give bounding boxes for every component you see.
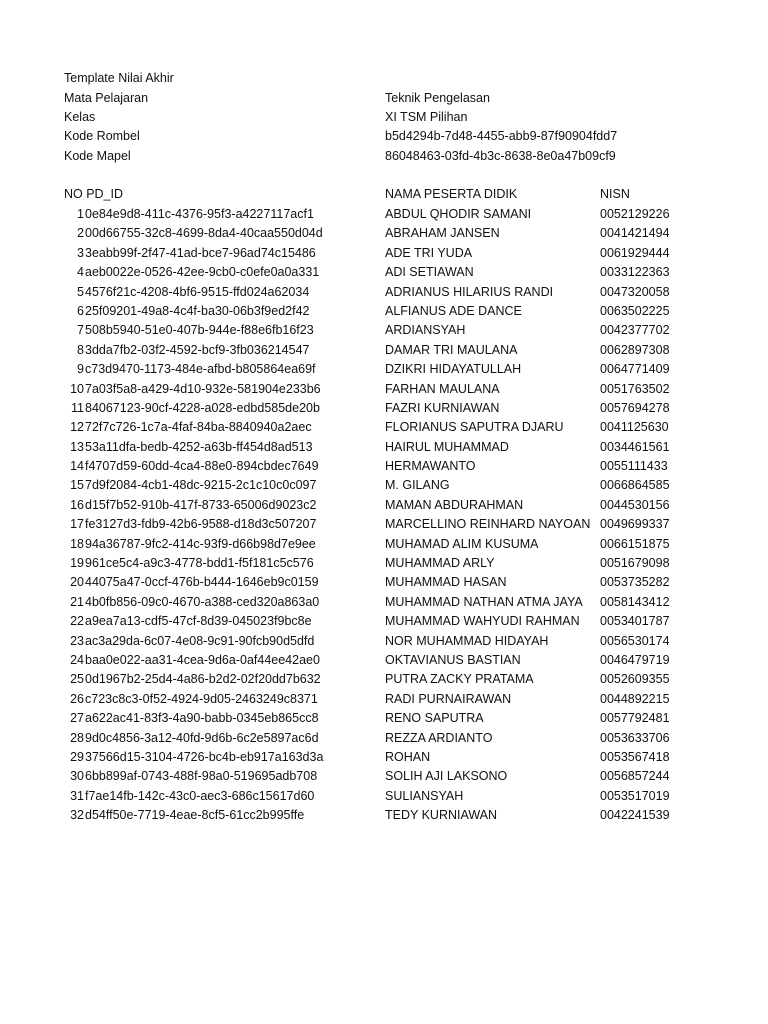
pd-id-cell: 0d1967b2-25d4-4a86-b2d2-02f20dd7b632 [85,672,321,687]
row-number: 5 [77,284,84,299]
kode-mapel-label: Kode Mapel [64,149,131,163]
pd-id-cell: baa0e022-aa31-4cea-9d6a-0af44ee42ae0 [85,652,320,667]
student-name-cell: TEDY KURNIAWAN [385,808,498,823]
pd-id-cell: 6bb899af-0743-488f-98a0-519695adb708 [85,769,318,784]
kode-rombel-label: Kode Rombel [64,129,140,143]
pd-id-cell: 44075a47-0ccf-476b-b444-1646eb9c0159 [85,575,319,590]
nisn-cell: 0055111433 [600,459,668,474]
nisn-cell: 0046479719 [600,652,670,667]
student-name-cell: ABRAHAM JANSEN [385,226,500,241]
row-number: 31 [70,788,84,803]
pd-id-cell: 7a03f5a8-a429-4d10-932e-581904e233b6 [85,381,321,396]
nisn-cell: 0053735282 [600,575,670,590]
nisn-cell: 0062897308 [600,342,670,357]
table-row [0,729,768,748]
pd-id-cell: 3dda7fb2-03f2-4592-bcf9-3fb036214547 [85,342,310,357]
student-name-cell: RENO SAPUTRA [385,711,484,726]
student-name-cell: PUTRA ZACKY PRATAMA [385,672,534,687]
nisn-cell: 0058143412 [600,594,670,609]
nisn-cell: 0053633706 [600,730,670,745]
student-name-cell: ABDUL QHODIR SAMANI [385,207,532,221]
student-name-cell: DAMAR TRI MAULANA [385,342,518,357]
row-number: 21 [70,594,84,609]
pd-id-cell: d15f7b52-910b-417f-8733-65006d9023c2 [85,497,317,512]
pd-id-cell: 84067123-90cf-4228-a028-edbd585de20b [85,400,320,415]
student-name-cell: NOR MUHAMMAD HIDAYAH [385,633,549,648]
nisn-cell: 0063502225 [600,303,670,318]
pd-id-cell: 37566d15-3104-4726-bc4b-eb917a163d3a [85,749,324,764]
row-number: 15 [70,478,84,493]
nisn-cell: 0052129226 [600,207,670,221]
pd-id-cell: c723c8c3-0f52-4924-9d05-2463249c8371 [85,691,318,706]
student-name-cell: RADI PURNAIRAWAN [385,691,512,706]
pd-id-cell: 00d66755-32c8-4699-8da4-40caa550d04d [85,226,323,241]
table-row [0,476,768,495]
table-row [0,573,768,592]
nisn-cell: 0051763502 [600,381,670,396]
table-row [0,767,768,786]
nisn-cell: 0061929444 [600,245,670,260]
nisn-cell: 0033122363 [600,265,670,280]
pd-id-cell: aeb0022e-0526-42ee-9cb0-c0efe0a0a331 [85,265,320,280]
row-number: 30 [70,769,84,784]
row-number: 29 [70,749,84,764]
nisn-cell: 0057694278 [600,400,670,415]
pd-id-cell: a622ac41-83f3-4a90-babb-0345eb865cc8 [85,711,319,726]
nisn-cell: 0053517019 [600,788,670,803]
row-number: 6 [77,303,84,318]
table-row [0,205,768,224]
kode-mapel-value: 86048463-03fd-4b3c-8638-8e0a47b09cf9 [385,149,616,163]
row-number: 24 [70,652,84,667]
column-header-no-pd-id: NO PD_ID [64,187,124,201]
student-name-cell: FARHAN MAULANA [385,381,500,396]
pd-id-cell: 25f09201-49a8-4c4f-ba30-06b3f9ed2f42 [85,303,310,318]
student-name-cell: MARCELLINO REINHARD NAYOAN [385,517,591,532]
row-number: 28 [70,730,84,745]
student-name-cell: MUHAMAD ALIM KUSUMA [385,536,539,551]
table-row [0,360,768,379]
pd-id-cell: d54ff50e-7719-4eae-8cf5-61cc2b995ffe [85,808,305,823]
table-row [0,748,768,767]
nisn-cell: 0064771409 [600,362,670,377]
nisn-cell: 0042241539 [600,808,670,823]
table-row [0,321,768,340]
table-row [0,651,768,670]
pd-id-cell: 53a11dfa-bedb-4252-a63b-ff454d8ad513 [85,439,313,454]
nisn-cell: 0066864585 [600,478,670,493]
student-name-cell: SULIANSYAH [385,788,464,803]
row-number: 32 [70,808,84,823]
nisn-cell: 0053567418 [600,749,670,764]
row-number: 13 [70,439,84,454]
document-title: Template Nilai Akhir [64,71,174,85]
table-row [0,787,768,806]
pd-id-cell: f4707d59-60dd-4ca4-88e0-894cbdec7649 [85,459,319,474]
row-number: 17 [70,517,84,532]
pd-id-cell: 3eabb99f-2f47-41ad-bce7-96ad74c15486 [85,245,316,260]
row-number: 22 [70,614,84,629]
student-name-cell: HERMAWANTO [385,459,476,474]
nisn-cell: 0049699337 [600,517,670,532]
student-name-cell: M. GILANG [385,478,450,493]
pd-id-cell: 961ce5c4-a9c3-4778-bdd1-f5f181c5c576 [85,556,314,571]
nisn-cell: 0047320058 [600,284,670,299]
table-row [0,438,768,457]
student-name-cell: HAIRUL MUHAMMAD [385,439,509,454]
nisn-cell: 0066151875 [600,536,670,551]
row-number: 1 [77,207,84,221]
table-row [0,554,768,573]
student-name-cell: ARDIANSYAH [385,323,466,338]
row-number: 8 [77,342,84,357]
table-row [0,283,768,302]
row-number: 14 [70,459,84,474]
kelas-label: Kelas [64,110,96,124]
table-row [0,399,768,418]
row-number: 26 [70,691,84,706]
kelas-value: XI TSM Pilihan [385,110,468,124]
table-row [0,632,768,651]
mata-pelajaran-value: Teknik Pengelasan [385,91,490,105]
student-name-cell: MUHAMMAD ARLY [385,556,495,571]
nisn-cell: 0044892215 [600,691,670,706]
pd-id-cell: c73d9470-1173-484e-afbd-b805864ea69f [85,362,316,377]
table-row [0,380,768,399]
table-row [0,806,768,825]
pd-id-cell: 94a36787-9fc2-414c-93f9-d66b98d7e9ee [85,536,316,551]
row-number: 20 [70,575,84,590]
pd-id-cell: 0e84e9d8-411c-4376-95f3-a4227117acf1 [85,207,314,221]
pd-id-cell: a9ea7a13-cdf5-47cf-8d39-045023f9bc8e [85,614,312,629]
kode-rombel-value: b5d4294b-7d48-4455-abb9-87f90904fdd7 [385,129,618,143]
row-number: 11 [71,400,84,415]
pd-id-cell: 72f7c726-1c7a-4faf-84ba-8840940a2aec [85,420,312,435]
table-row [0,418,768,437]
nisn-cell: 0041125630 [600,420,669,435]
nisn-cell: 0056857244 [600,769,670,784]
student-name-cell: SOLIH AJI LAKSONO [385,769,508,784]
student-name-cell: MUHAMMAD HASAN [385,575,507,590]
student-name-cell: REZZA ARDIANTO [385,730,493,745]
column-header-nisn: NISN [600,187,630,201]
pd-id-cell: 4576f21c-4208-4bf6-9515-ffd024a62034 [85,284,310,299]
nisn-cell: 0042377702 [600,323,670,338]
column-header-nama: NAMA PESERTA DIDIK [385,187,518,201]
table-row [0,341,768,360]
student-name-cell: FLORIANUS SAPUTRA DJARU [385,420,564,435]
table-row [0,612,768,631]
table-row [0,496,768,515]
table-row [0,670,768,689]
table-row [0,263,768,282]
student-name-cell: ADRIANUS HILARIUS RANDI [385,284,554,299]
student-name-cell: DZIKRI HIDAYATULLAH [385,362,522,377]
student-name-cell: ALFIANUS ADE DANCE [385,303,522,318]
table-row [0,224,768,243]
row-number: 2 [77,226,84,241]
student-name-cell: ROHAN [385,749,431,764]
table-row [0,302,768,321]
student-name-cell: ADE TRI YUDA [385,245,473,260]
row-number: 23 [70,633,84,648]
row-number: 16 [70,497,84,512]
student-name-cell: OKTAVIANUS BASTIAN [385,652,521,667]
nisn-cell: 0051679098 [600,556,670,571]
table-row [0,593,768,612]
pd-id-cell: 9d0c4856-3a12-40fd-9d6b-6c2e5897ac6d [85,730,319,745]
pd-id-cell: 7d9f2084-4cb1-48dc-9215-2c1c10c0c097 [85,478,317,493]
student-name-cell: MAMAN ABDURAHMAN [385,497,524,512]
row-number: 7 [77,323,84,338]
table-row [0,244,768,263]
nisn-cell: 0056530174 [600,633,670,648]
row-number: 25 [70,672,84,687]
pd-id-cell: f7ae14fb-142c-43c0-aec3-686c15617d60 [85,788,315,803]
student-table [0,205,768,826]
student-name-cell: FAZRI KURNIAWAN [385,400,500,415]
nisn-cell: 0052609355 [600,672,670,687]
student-name-cell: MUHAMMAD NATHAN ATMA JAYA [385,594,583,609]
nisn-cell: 0053401787 [600,614,670,629]
row-number: 27 [70,711,84,726]
pd-id-cell: fe3127d3-fdb9-42b6-9588-d18d3c507207 [85,517,317,532]
nisn-cell: 0044530156 [600,497,670,512]
student-name-cell: ADI SETIAWAN [385,265,474,280]
row-number: 9 [77,362,84,377]
pd-id-cell: 4b0fb856-09c0-4670-a388-ced320a863a0 [85,594,320,609]
row-number: 10 [70,381,84,396]
student-name-cell: MUHAMMAD WAHYUDI RAHMAN [385,614,580,629]
nisn-cell: 0057792481 [600,711,670,726]
row-number: 18 [70,536,84,551]
pd-id-cell: ac3a29da-6c07-4e08-9c91-90fcb90d5dfd [85,633,315,648]
mata-pelajaran-label: Mata Pelajaran [64,91,149,105]
row-number: 3 [77,245,84,260]
table-row [0,535,768,554]
table-row [0,690,768,709]
nisn-cell: 0041421494 [600,226,670,241]
table-row [0,515,768,534]
row-number: 4 [77,265,84,280]
row-number: 19 [70,556,84,571]
pd-id-cell: 508b5940-51e0-407b-944e-f88e6fb16f23 [85,323,314,338]
table-row [0,709,768,728]
row-number: 12 [70,420,84,435]
table-row [0,457,768,476]
nisn-cell: 0034461561 [600,439,670,454]
